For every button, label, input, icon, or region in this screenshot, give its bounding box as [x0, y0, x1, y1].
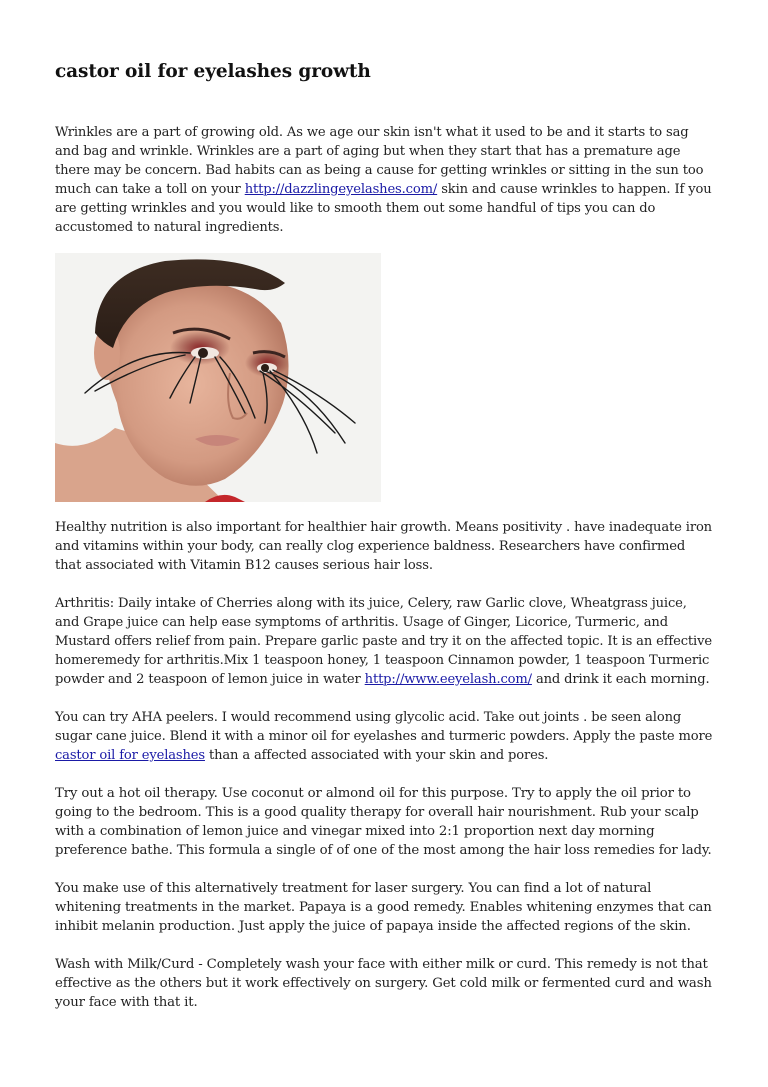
text-line: You make use of this alternatively treatment for laser surgery. You can find a lot of natural — [55, 881, 652, 896]
text-line: You can try AHA peelers. I would recommend using glycolic acid. Take out joints . be seen along — [55, 710, 682, 725]
text-line: with a combination of lemon juice and vinegar mixed into 2:1 proportion next day morning — [55, 824, 655, 839]
text-line: Try out a hot oil therapy. Use coconut or almond oil for this purpose. Try to apply the oil prior to — [55, 786, 691, 801]
photo-icon — [55, 253, 381, 502]
text-line: and vitamins within your body, can really clog experience baldness. Researchers have confirmed — [55, 539, 686, 554]
text-line: whitening treatments in the market. Papaya is a good remedy. Enables whitening enzymes that can — [55, 900, 712, 915]
link-dazzlingeyelashes[interactable]: http://dazzlingeyelashes.com/ — [244, 182, 438, 197]
text-line: there may be concern. Bad habits can as being a cause for getting wrinkles or sitting in the sun too — [55, 163, 704, 178]
text-line: castor oil for eyelashes than a affected associated with your skin and pores. — [55, 748, 549, 763]
text-line: accustomed to natural ingredients. — [55, 220, 284, 235]
text-line: your face with that it. — [55, 995, 198, 1010]
text-line: and bag and wrinkle. Wrinkles are a part of aging but when they start that has a premature age — [55, 144, 681, 159]
text-line: Wrinkles are a part of growing old. As we age our skin isn't what it used to be and it starts to sag — [55, 125, 689, 140]
text-line: Healthy nutrition is also important for healthier hair growth. Means positivity . have inadequate iron — [55, 520, 712, 535]
text-line: preference bathe. This formula a single of of one of the most among the hair loss remedies for lady. — [55, 843, 712, 858]
paragraph-arthritis — [55, 594, 727, 689]
text-line: much can take a toll on your http://dazzlingeyelashes.com/ skin and cause wrinkles to happen. If you — [55, 182, 712, 197]
link-eeyelash[interactable]: http://www.eeyelash.com/ — [364, 672, 532, 687]
text-line: and Grape juice can help ease symptoms of arthritis. Usage of Ginger, Licorice, Turmeric, and — [55, 615, 668, 630]
paragraph-aha-peelers — [55, 708, 727, 765]
text-line: Mustard offers relief from pain. Prepare garlic paste and try it on the affected topic. It is an effective — [55, 634, 712, 649]
eyelashes-photo — [55, 253, 381, 502]
paragraph-hot-oil — [55, 784, 717, 860]
text-line: homeremedy for arthritis.Mix 1 teaspoon honey, 1 teaspoon Cinnamon powder, 1 teaspoon Turmeric — [55, 653, 710, 668]
page-title: castor oil for eyelashes growth — [55, 61, 371, 82]
text-line: going to the bedroom. This is a good quality therapy for overall hair nourishment. Rub your scalp — [55, 805, 699, 820]
paragraph-papaya — [55, 879, 717, 936]
paragraph-milk-curd — [55, 955, 717, 1012]
paragraph-nutrition — [55, 518, 726, 575]
text-line: effective as the others but it work effectively on surgery. Get cold milk or fermented curd and wash — [55, 976, 712, 991]
link-castor-oil-for-eyelashes[interactable]: castor oil for eyelashes — [55, 748, 205, 763]
text-line: sugar cane juice. Blend it with a minor oil for eyelashes and turmeric powders. Apply the paste more — [55, 729, 713, 744]
text-line: Wash with Milk/Curd - Completely wash your face with either milk or curd. This remedy is not that — [55, 957, 708, 972]
text-line: are getting wrinkles and you would like to smooth them out some handful of tips you can do — [55, 201, 656, 216]
text-line: that associated with Vitamin B12 causes serious hair loss. — [55, 558, 433, 573]
paragraph-wrinkles — [55, 123, 726, 237]
text-line: powder and 2 teaspoon of lemon juice in water http://www.eeyelash.com/ and drink it each morning. — [55, 672, 710, 687]
text-line: inhibit melanin production. Just apply the juice of papaya inside the affected regions of the skin. — [55, 919, 691, 934]
text-line: Arthritis: Daily intake of Cherries along with its juice, Celery, raw Garlic clove, Wheatgrass juice, — [55, 596, 687, 611]
